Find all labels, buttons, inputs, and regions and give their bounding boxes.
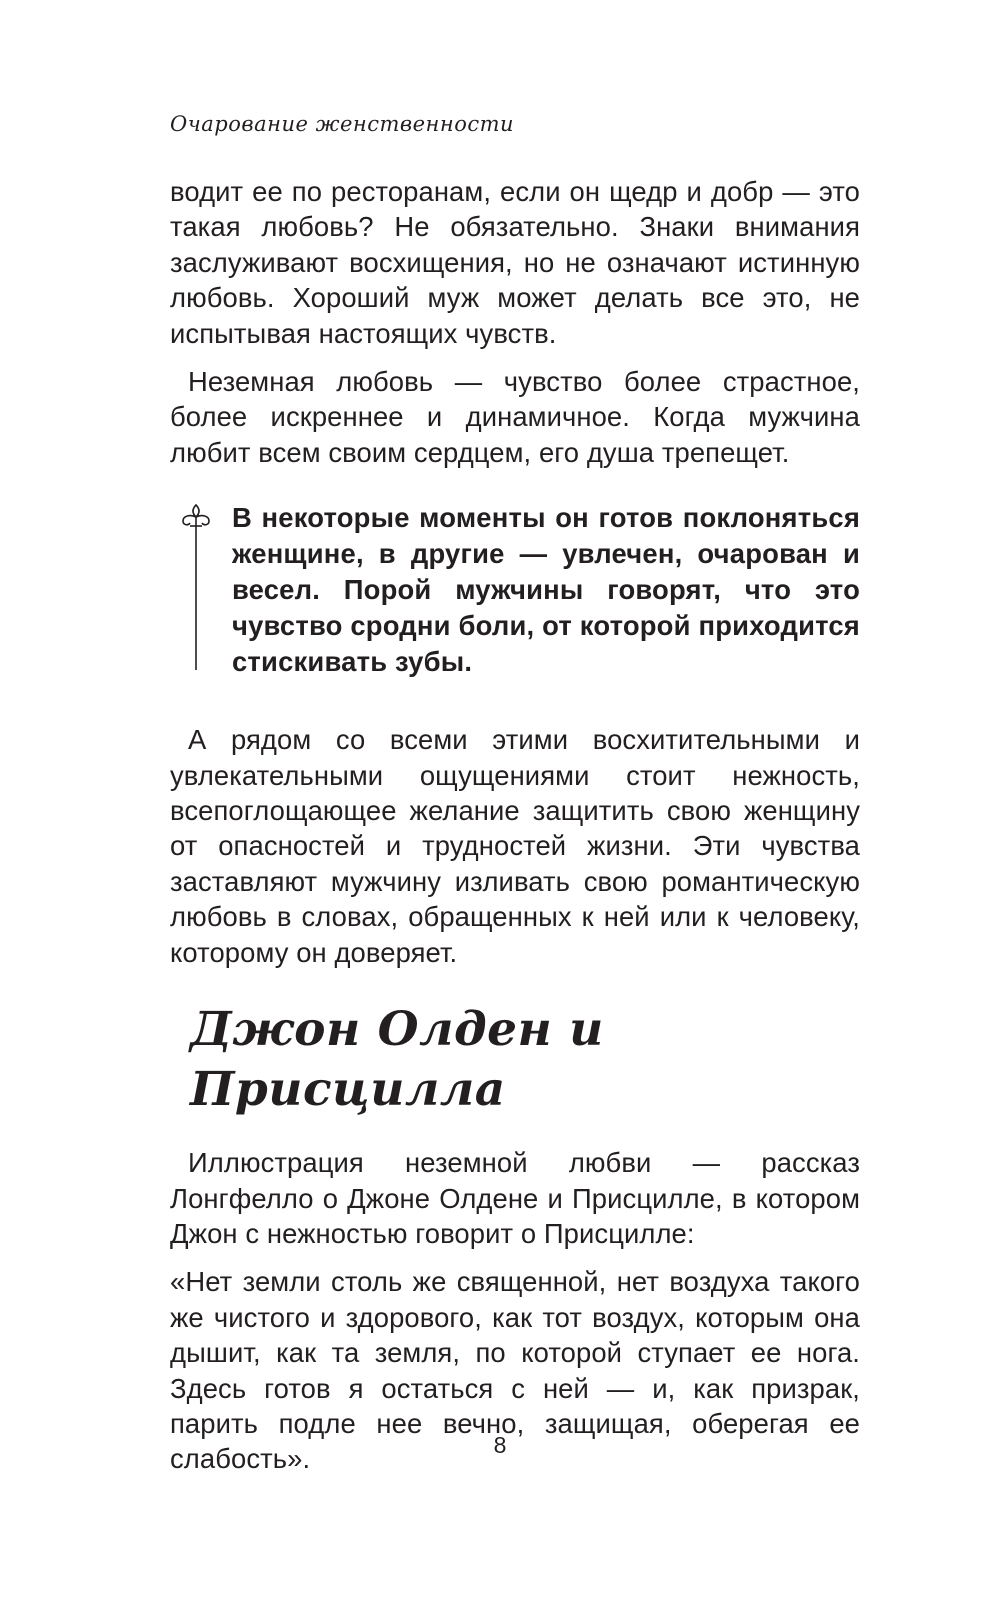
paragraph-3: А рядом со всеми этими восхитительными и увлекательными ощущениями стоит нежность, всепоглощающее желание защитить свою женщину от опасностей и трудностей жизни. Эти чувства заставляют мужчину изливать свою романтическую любовь в словах, обращенных к ней или к человеку, которому он доверяет. xyxy=(170,724,860,968)
running-header: Очарование женственности xyxy=(170,112,515,136)
page-number: 8 xyxy=(493,1432,507,1458)
fleur-ornament-icon xyxy=(178,502,214,674)
callout-text: В некоторые моменты он готов поклоняться женщине, в другие — увлечен, очарован и весел. Порой мужчины говорят, что это чувство сродни боли, от которой приходится стискивать зубы. xyxy=(232,502,860,678)
page-body xyxy=(170,174,860,1477)
paragraph-2: Неземная любовь — чувство более страстное, более искреннее и динамичное. Когда мужчина любит всем своим сердцем, его душа трепещет. xyxy=(170,366,860,468)
callout-block xyxy=(170,500,860,680)
paragraph-1: водит ее по ресторанам, если он щедр и добр — это такая любовь? Не обязательно. Знаки внимания заслуживают восхищения, но не означают истинную любовь. Хороший муж может делать все это, не испытывая настоящих чувств. xyxy=(170,176,860,349)
section-heading: Джон Олден и Присцилла xyxy=(190,1002,604,1118)
paragraph-4: Иллюстрация неземной любви — рассказ Лонгфелло о Джоне Олдене и Присцилле, в котором Джон с нежностью говорит о Присцилле: xyxy=(170,1147,860,1249)
quote-paragraph: «Нет земли столь же священной, нет воздуха такого же чистого и здорового, как тот воздух, которым она дышит, как та земля, по которой ступает ее нога. Здесь готов я остаться с ней — и, как призрак, парить подле нее вечно, защищая, оберегая ее слабость». xyxy=(170,1266,860,1475)
